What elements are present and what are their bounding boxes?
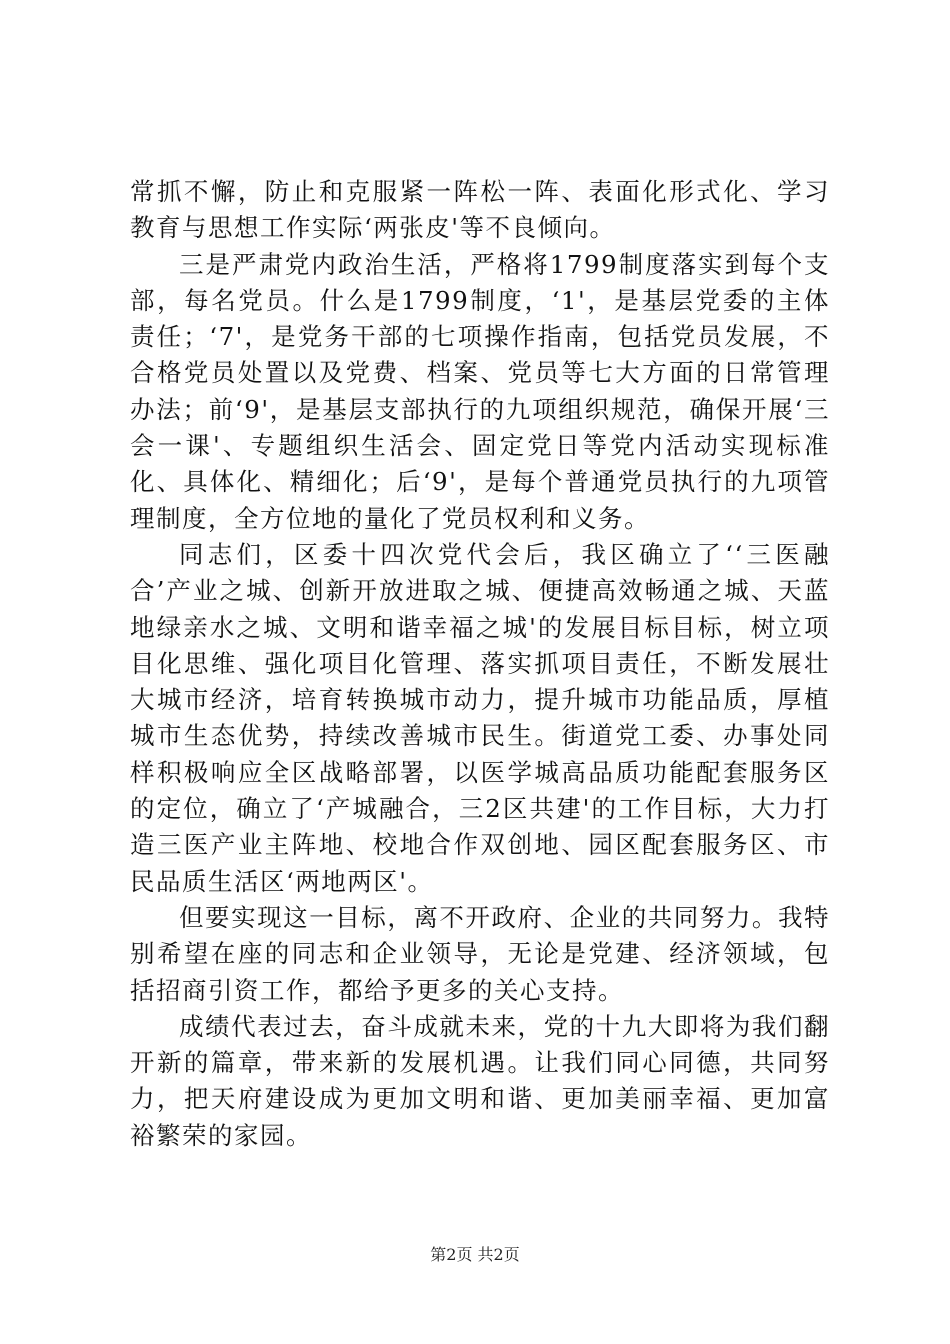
paragraph-continuation: 常抓不懈，防止和克服紧一阵松一阵、表面化形式化、学习教育与思想工作实际‘两张皮'等不良倾向。 [130,177,830,243]
document-body [130,174,830,1154]
paragraph-joint-effort: 但要实现这一目标，离不开政府、企业的共同努力。我特别希望在座的同志和企业领导，无论是党建、经济领域，包括招商引资工作，都给予更多的关心支持。 [130,902,830,1005]
paragraph-development-goals: 同志们，区委十四次党代会后，我区确立了‘‘三医融合’产业之城、创新开放进取之城、便捷高效畅通之城、天蓝地绿亲水之城、文明和谐幸福之城'的发展目标目标，树立项目化思维、强化项目化管理、落实抓项目责任，不断发展壮大城市经济，培育转换城市动力，提升城市功能品质，厚植城市生态优势，持续改善城市民生。街道党工委、办事处同样积极响应全区战略部署，以医学城高品质功能配套服务区的定位，确立了‘产城融合，三2区共建'的工作目标，大力打造三医产业主阵地、校地合作双创地、园区配套服务区、市民品质生活区‘两地两区'。 [130,539,830,896]
page-number-footer: 第2页 共2页 [430,1245,520,1264]
paragraph-closing: 成绩代表过去，奋斗成就未来，党的十九大即将为我们翻开新的篇章，带来新的发展机遇。让我们同心同德，共同努力，把天府建设成为更加文明和谐、更加美丽幸福、更加富裕繁荣的家园。 [130,1011,830,1150]
paragraph-1799-system: 三是严肃党内政治生活，严格将1799制度落实到每个支部，每名党员。什么是1799制度，‘1'，是基层党委的主体责任；‘7'，是党务干部的七项操作指南，包括党员发展，不合格党员处置以及党费、档案、党员等七大方面的日常管理办法；前‘9'，是基层支部执行的九项组织规范，确保开展‘三会一课'、专题组织生活会、固定党日等党内活动实现标准化、具体化、精细化；后‘9'，是每个普通党员执行的九项管理制度，全方位地的量化了党员权利和义务。 [130,249,830,533]
